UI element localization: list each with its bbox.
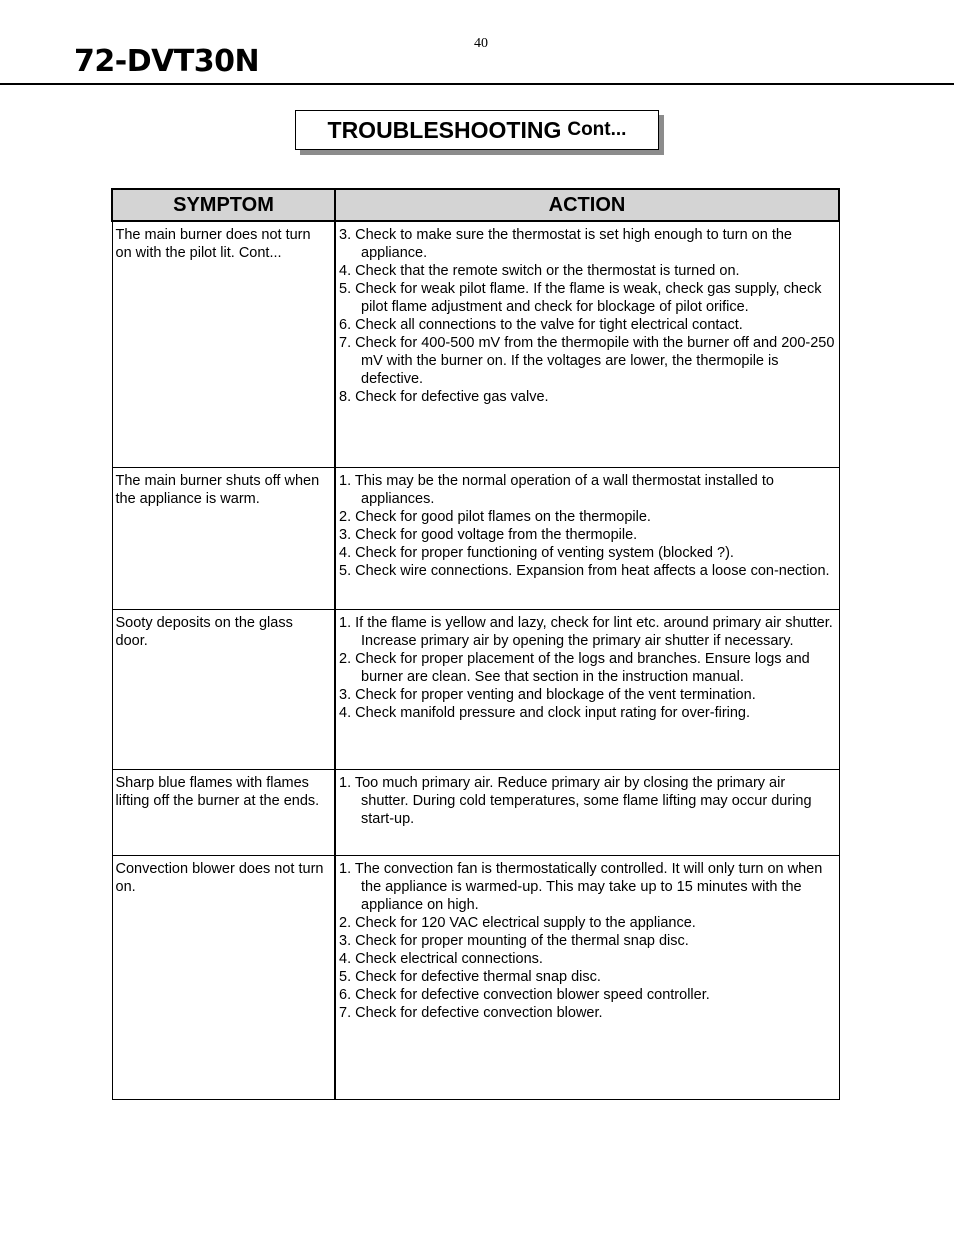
section-title: TROUBLESHOOTING — [327, 116, 562, 143]
symptom-cell: Sooty deposits on the glass door. — [112, 609, 335, 769]
action-item: 4. Check electrical connections. — [339, 950, 543, 967]
action-cell — [335, 769, 839, 855]
model-title: 72-DVT30N — [74, 44, 260, 79]
action-item: 7. Check for defective convection blower. — [339, 1004, 603, 1021]
table-row — [112, 467, 839, 609]
action-item: 5. Check wire connections. Expansion from heat affects a loose con-nection. — [339, 562, 830, 579]
action-item: 5. Check for defective thermal snap disc. — [339, 968, 601, 985]
symptom-header: SYMPTOM — [112, 189, 335, 221]
table-row — [112, 855, 839, 1099]
action-item: 2. Check for 120 VAC electrical supply to the appliance. — [339, 914, 696, 931]
action-cell — [335, 855, 839, 1099]
section-title-box — [295, 110, 659, 150]
action-item: 3. Check for proper venting and blockage of the vent termination. — [339, 686, 756, 703]
action-header: ACTION — [335, 189, 839, 221]
action-item: 4. Check that the remote switch or the thermostat is turned on. — [339, 263, 740, 279]
action-list — [339, 614, 836, 722]
header-rule — [0, 83, 954, 85]
action-item: 1. This may be the normal operation of a wall thermostat installed to appliances. — [339, 472, 774, 507]
action-item: 1. Too much primary air. Reduce primary air by closing the primary air shutter. During cold temperatures, some flame lifting may occur during start-up. — [339, 774, 812, 827]
action-item: 7. Check for 400-500 mV from the thermopile with the burner off and 200-250 mV with the burner on. If the voltages are lower, the thermopile is defective. — [339, 335, 835, 387]
action-item: 2. Check for good pilot flames on the thermopile. — [339, 508, 651, 525]
action-list — [339, 226, 836, 406]
symptom-cell: The main burner shuts off when the appliance is warm. — [112, 467, 335, 609]
symptom-cell: The main burner does not turn on with the pilot lit. Cont... — [112, 221, 335, 467]
troubleshooting-table — [111, 188, 840, 1100]
table-row — [112, 221, 839, 467]
action-cell — [335, 609, 839, 769]
section-title-suffix: Cont... — [567, 119, 627, 140]
action-list — [339, 774, 836, 828]
action-item: 1. The convection fan is thermostatically controlled. It will only turn on when the appliance is warmed-up. This may take up to 15 minutes with the appliance on high. — [339, 860, 823, 913]
action-item: 8. Check for defective gas valve. — [339, 389, 549, 405]
action-item: 6. Check for defective convection blower speed controller. — [339, 986, 710, 1003]
action-item: 4. Check for proper functioning of venting system (blocked ?). — [339, 544, 734, 561]
action-item: 4. Check manifold pressure and clock input rating for over-firing. — [339, 704, 751, 721]
action-item: 5. Check for weak pilot flame. If the flame is weak, check gas supply, check pilot flame adjustment and check for blockage of pilot orifice. — [339, 281, 822, 315]
action-item: 6. Check all connections to the valve for tight electrical contact. — [339, 317, 743, 333]
action-list — [339, 472, 836, 580]
page-number: 40 — [474, 36, 488, 51]
action-item: 3. Check for proper mounting of the thermal snap disc. — [339, 932, 689, 949]
symptom-cell: Sharp blue flames with flames lifting off the burner at the ends. — [112, 769, 335, 855]
action-list — [339, 860, 836, 1022]
action-item: 2. Check for proper placement of the logs and branches. Ensure logs and burner are clean. See that section in the instruction manual. — [339, 650, 810, 685]
action-cell — [335, 467, 839, 609]
action-item: 1. If the flame is yellow and lazy, check for lint etc. around primary air shutter. Increase primary air by opening the primary air shutter if necessary. — [339, 614, 833, 649]
symptom-cell: Convection blower does not turn on. — [112, 855, 335, 1099]
table-row — [112, 609, 839, 769]
action-cell — [335, 221, 839, 467]
table-header-row — [112, 189, 839, 221]
table-row — [112, 769, 839, 855]
action-item: 3. Check to make sure the thermostat is set high enough to turn on the appliance. — [339, 227, 792, 261]
action-item: 3. Check for good voltage from the thermopile. — [339, 526, 638, 543]
